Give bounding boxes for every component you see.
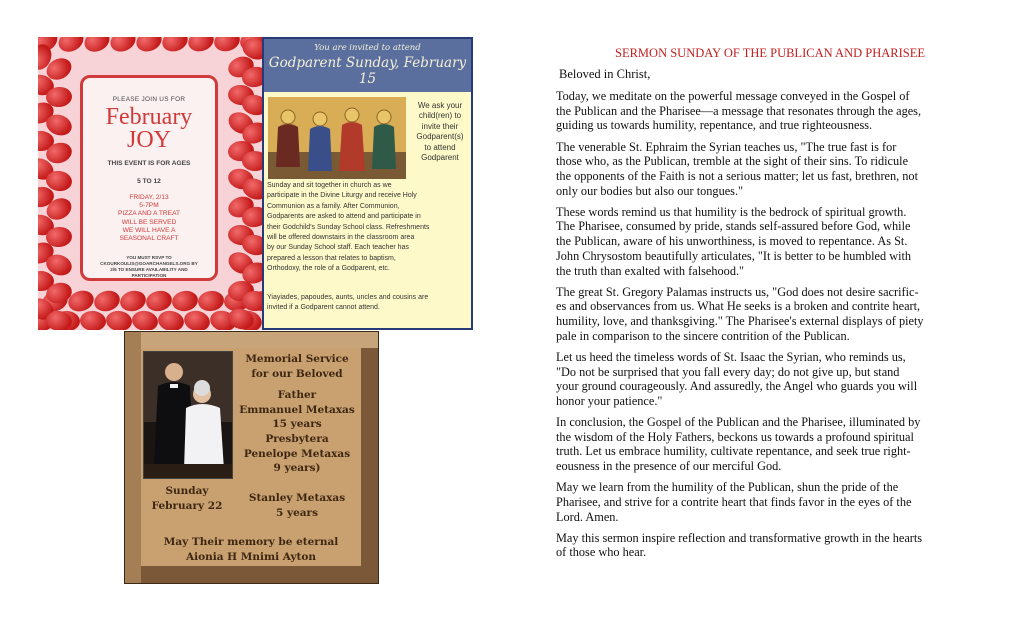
sermon-line: John Chrysostom beautifully articulates, "It is better to be humbled with	[556, 248, 912, 263]
godparent-sunday-flyer	[262, 37, 473, 330]
body-line: will be offered downstairs in the classroom area	[267, 234, 415, 242]
heart-icon	[79, 310, 107, 330]
sermon-line: May this sermon inspire reflection and transformative growth in the hearts	[556, 530, 923, 545]
side-line: child(ren) to	[418, 111, 462, 121]
memorial-closing-greek: Aionia H Mnimi Ayton	[185, 550, 317, 563]
body-line: prepared a lesson that relates to baptism,	[267, 254, 396, 262]
heart-icon	[130, 309, 159, 330]
heart-icon	[133, 37, 165, 55]
joy-title-joy: JOY	[126, 127, 171, 153]
photo-figures	[144, 352, 232, 478]
joy-rsvp-line: PARTICIPATION	[131, 273, 167, 279]
memorial-date-month: February 22	[151, 499, 223, 512]
body-line: their Godchild's Sunday School class. Refreshments	[267, 223, 430, 231]
person-3-years: 5 years	[276, 506, 318, 519]
joy-detail-line: WE WILL HAVE A	[122, 226, 176, 234]
joy-age-line-2: 5 TO 12	[137, 178, 161, 185]
heart-icon	[81, 37, 113, 56]
memorial-person-3	[233, 491, 361, 520]
godparent-invite-text: You are invited to attend	[314, 43, 421, 53]
memorial-date-day: Sunday	[165, 485, 209, 497]
joy-age-line-1: THIS EVENT IS FOR AGES	[107, 160, 191, 167]
sermon-body	[556, 89, 984, 567]
sermon-line: the opponents of the Faith is not a serious matter; let us fast, brethren, not	[556, 168, 919, 183]
sermon-title: SERMON SUNDAY OF THE PUBLICAN AND PHARISEE	[615, 46, 925, 60]
sermon-paragraph	[556, 350, 984, 409]
joy-detail-line: FRIDAY, 2/13	[129, 194, 169, 201]
joy-details	[83, 194, 215, 243]
person-2-name: Penelope Metaxas	[243, 447, 351, 460]
sermon-line: guiding us towards humility, repentance, and true righteousness.	[556, 118, 873, 133]
memorial-plaque	[124, 331, 379, 584]
joy-rsvp	[83, 255, 215, 279]
plaque-face	[141, 348, 361, 566]
body-line: participate in the Divine Liturgy and receive Holy	[267, 192, 417, 200]
sermon-line: those who, as the Publican, tremble at the sight of their sins. To ridicule	[556, 154, 909, 169]
sermon-line: The great St. Gregory Palamas instructs us, "God does not desire sacrific-	[556, 284, 919, 299]
memorial-person-1	[233, 388, 361, 432]
sermon-line: pale in comparison to the sincere contrition of the Publican.	[556, 328, 850, 343]
nativity-icon-image	[268, 97, 406, 179]
heart-icon	[197, 289, 226, 312]
memorial-heading	[233, 352, 361, 381]
godparent-foot-text	[267, 293, 471, 314]
body-line: Communion as a family. After Communion,	[267, 202, 400, 210]
sermon-line: the truth than exalted with falsehood."	[556, 263, 745, 278]
memorial-closing-english: May Their memory be eternal	[163, 536, 339, 548]
sermon-paragraph	[556, 415, 984, 474]
sermon-paragraph	[556, 285, 984, 344]
joy-intro: PLEASE JOIN US FOR	[112, 96, 186, 103]
person-3-name: Stanley Metaxas	[248, 492, 346, 504]
sermon-line: Let us heed the timeless words of St. Isaac the Syrian, who reminds us,	[556, 349, 906, 364]
joy-title-february: February	[105, 104, 193, 130]
person-2-years: 9 years)	[273, 462, 321, 474]
memorial-heading-line-1: Memorial Service	[245, 353, 349, 365]
heart-icon	[159, 37, 190, 55]
joy-detail-line: PIZZA AND A TREAT	[117, 210, 181, 218]
heart-icon	[156, 309, 186, 330]
memorial-closing	[141, 535, 361, 564]
sermon-line: The venerable St. Ephraim the Syrian teaches us, "The true fast is for	[556, 139, 897, 154]
joy-detail-line: WILL BE SERVED	[121, 218, 177, 226]
joy-rsvp-line: CKOURKOULIS@GOARCHANGELS.ORG BY	[100, 261, 198, 267]
body-line: Godparents are asked to attend and participate in	[267, 213, 421, 221]
memorial-person-2	[233, 432, 361, 476]
heart-icon	[242, 151, 262, 171]
foot-line: Yiayiades, papoudes, aunts, uncles and cousins are	[267, 294, 429, 301]
sermon-line: the Publican and the Pharisee—a message that resonates through the ages,	[556, 103, 922, 118]
icon-figures	[268, 97, 406, 179]
joy-card	[80, 75, 218, 281]
side-line: Godparent(s)	[416, 132, 464, 142]
sermon-line: truth. Let us embrace humility, cultivate repentance, and seek true right-	[556, 444, 911, 459]
sermon-line: of those who hear.	[556, 545, 647, 560]
side-line: to attend	[424, 142, 456, 152]
godparent-banner	[264, 39, 471, 92]
side-line: invite their	[421, 121, 459, 131]
sermon-line: the Publican, aware of his unworthiness, is moved to repentance. As St.	[556, 234, 908, 249]
sermon-line: May we learn from the humility of the Publican, shun the pride of the	[556, 480, 899, 495]
godparent-title: Godparent Sunday, February 15	[268, 55, 467, 87]
plaque-bevel-top	[125, 332, 378, 348]
sermon-line: es and observances from us. What He seeks is a broken and contrite heart,	[556, 299, 921, 314]
plaque-bevel-left	[125, 332, 141, 583]
side-line: We ask your	[417, 101, 463, 110]
joy-rsvp-line: 2/6 TO ENSURE AVAILABILITY AND	[110, 267, 188, 273]
sermon-line: the wisdom of the Holy Fathers, beckons us towards a profound spiritual	[556, 429, 914, 444]
sermon-paragraph	[556, 140, 984, 199]
sermon-line: These words remind us that humility is the bedrock of spiritual growth.	[556, 204, 907, 219]
sermon-line: honor your patience."	[556, 393, 663, 408]
person-1-name: Emmanuel Metaxas	[239, 403, 355, 416]
godparent-side-text	[410, 101, 470, 163]
side-line: Godparent	[421, 153, 459, 163]
sermon-line: Pharisee, and strive for a contrite heart that finds favor in the eyes of the	[556, 494, 912, 509]
person-1-title: Father	[277, 389, 317, 401]
sermon-line: Today, we meditate on the powerful message conveyed in the Gospel of	[556, 89, 910, 103]
heart-icon	[242, 291, 262, 311]
memorial-photo	[143, 351, 233, 479]
sermon-line: your ground courageously. And assuredly, the Angel who guards you will	[556, 379, 918, 394]
sermon-line: eousness in the presence of our merciful God.	[556, 459, 782, 474]
godparent-body-text	[267, 181, 471, 275]
body-line: Orthodoxy, the role of a Godparent, etc.	[267, 265, 390, 273]
sermon-line: only our bodies but also our tongues."	[556, 183, 744, 198]
heart-icon	[212, 37, 243, 54]
person-1-years: 15 years	[272, 418, 322, 430]
heart-icon	[170, 289, 199, 313]
body-line: Sunday and sit together in church as we	[267, 182, 392, 189]
heart-icon	[55, 37, 87, 56]
sermon-paragraph	[556, 480, 984, 524]
heart-icon	[105, 309, 134, 330]
sermon-line: "Do not be surprised that you fall every day; do not give up, but stand	[556, 364, 900, 379]
heart-icon	[182, 308, 212, 330]
heart-icon	[186, 37, 217, 55]
person-2-title: Presbytera	[265, 433, 329, 445]
joy-detail-line: 5-7PM	[139, 202, 159, 210]
sermon-paragraph	[556, 205, 984, 279]
sermon-line: Lord. Amen.	[556, 509, 619, 524]
sermon-line: humility, love, and thanksgiving." The Pharisee's external displays of piety	[556, 314, 924, 329]
sermon-line: The Pharisee, consumed by pride, stands self-assured before God, while	[556, 219, 911, 234]
foot-line: invited if a Godparent cannot attend.	[267, 304, 380, 312]
body-line: by our Sunday School staff. Each teacher has	[267, 244, 409, 252]
sermon-paragraph	[556, 531, 984, 560]
sermon-greeting: Beloved in Christ,	[559, 67, 651, 81]
sermon-line: In conclusion, the Gospel of the Publican and the Pharisee, illuminated by	[556, 415, 921, 430]
february-joy-flyer	[38, 37, 262, 330]
joy-rsvp-line: YOU MUST RSVP TO	[126, 255, 172, 261]
joy-detail-line: SEASONAL CRAFT	[119, 235, 179, 243]
memorial-heading-line-2: for our Beloved	[251, 367, 343, 380]
heart-icon	[107, 37, 139, 55]
sermon-paragraph	[556, 89, 984, 133]
memorial-date	[143, 484, 231, 513]
